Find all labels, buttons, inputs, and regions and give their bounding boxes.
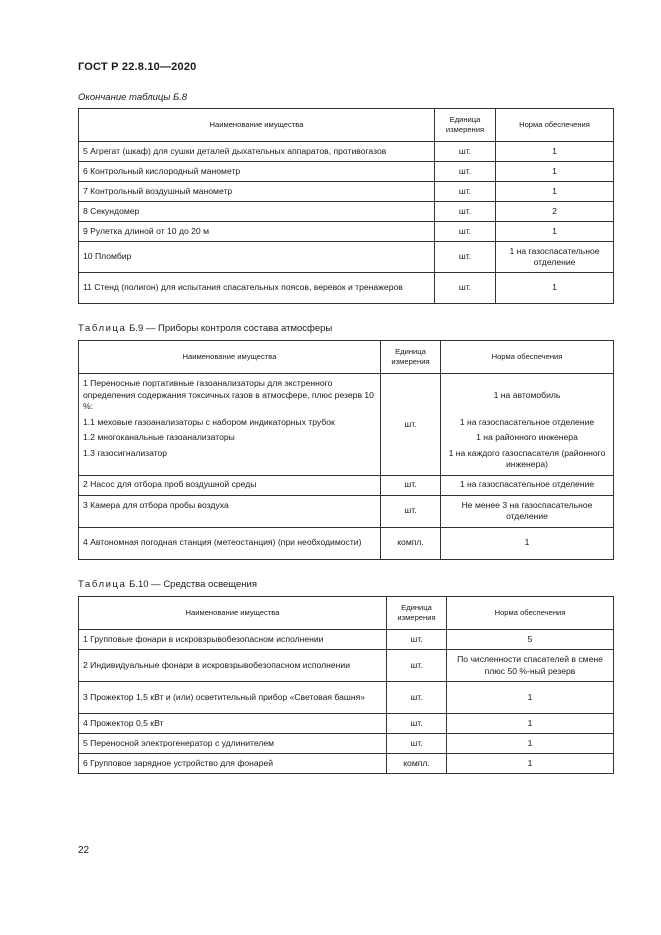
caption-text: Б.9 — Приборы контроля состава атмосферы [129, 323, 333, 334]
table-row [79, 222, 614, 242]
table-b9-caption [78, 323, 332, 334]
cell-name: 4 Прожектор 0,5 кВт [79, 714, 387, 734]
table-b8-caption: Окончание таблицы Б.8 [78, 92, 188, 103]
table-row [79, 182, 614, 202]
cell-unit: шт. [387, 630, 447, 650]
cell-name: 6 Контрольный кислородный манометр [79, 162, 435, 182]
header-name: Наименование имущества [79, 109, 435, 142]
header-norm: Норма обеспечения [496, 109, 614, 142]
item-line: 1.1 меховые газоанализаторы с набором индикаторных трубок [83, 416, 335, 427]
cell-norm: 1 [496, 273, 614, 304]
item-line: 1 Переносные портативные газоанализаторы для экстренного определения содержания токсичных газов в атмосфере, плюс резерв 10 %: [83, 378, 374, 411]
cell-name: 2 Насос для отбора проб воздушной среды [79, 475, 381, 495]
cell-unit: шт. [435, 242, 496, 273]
norm-line: 1 на районного инженера [476, 432, 578, 442]
table-row [79, 734, 614, 754]
table-row [79, 714, 614, 734]
table-row [79, 162, 614, 182]
cell-unit: шт. [435, 162, 496, 182]
cell-unit: шт. [387, 682, 447, 714]
caption-label: Таблица [78, 323, 127, 334]
table-b10-caption [78, 579, 257, 590]
table-row [79, 475, 614, 495]
cell-unit: шт. [387, 714, 447, 734]
cell-norm: Не менее 3 на газоспасательное отделение [441, 495, 614, 527]
cell-norm: 1 [441, 527, 614, 559]
cell-name: 4 Автономная погодная станция (метеостанция) (при необходимости) [79, 527, 381, 559]
cell-unit: шт. [381, 495, 441, 527]
table-row [79, 527, 614, 559]
caption-label: Таблица [78, 579, 127, 590]
cell-unit: компл. [381, 527, 441, 559]
cell-norm: 1 [447, 754, 614, 774]
cell-name: 8 Секундомер [79, 202, 435, 222]
cell-name: 5 Переносной электрогенератор с удлинителем [79, 734, 387, 754]
cell-name [79, 374, 381, 476]
cell-norm: 1 [496, 162, 614, 182]
table-b10 [78, 596, 614, 774]
cell-norm: 1 [447, 682, 614, 714]
caption-text: Б.10 — Средства освещения [129, 579, 257, 590]
header-unit: Единица измерения [387, 597, 447, 630]
table-row [79, 242, 614, 273]
header-norm: Норма обеспечения [447, 597, 614, 630]
cell-norm: 1 [447, 734, 614, 754]
table-b9 [78, 340, 614, 560]
cell-unit: шт. [435, 142, 496, 162]
cell-name: 3 Прожектор 1,5 кВт и (или) осветительный прибор «Световая башня» [79, 682, 387, 714]
cell-norm: По численности спасателей в смене плюс 50 %-ный резерв [447, 650, 614, 682]
item-line: 1.2 многоканальные газоанализаторы [83, 432, 235, 442]
cell-unit: шт. [387, 734, 447, 754]
norm-line: 1 на газоспасательное отделение [459, 416, 595, 427]
cell-norm: 2 [496, 202, 614, 222]
table-header-row [79, 597, 614, 630]
item-line: 1.3 газосигнализатор [83, 447, 168, 458]
cell-norm: 5 [447, 630, 614, 650]
cell-name: 9 Рулетка длиной от 10 до 20 м [79, 222, 435, 242]
cell-norm: 1 [496, 182, 614, 202]
header-norm: Норма обеспечения [441, 341, 614, 374]
table-header-row [79, 109, 614, 142]
cell-unit: компл. [387, 754, 447, 774]
cell-unit: шт. [381, 374, 441, 476]
cell-norm: 1 [496, 142, 614, 162]
cell-unit: шт. [435, 222, 496, 242]
cell-norm: 1 на газоспасательное отделение [496, 242, 614, 273]
header-unit: Единица измерения [435, 109, 496, 142]
cell-unit: шт. [435, 182, 496, 202]
header-name: Наименование имущества [79, 597, 387, 630]
cell-norm: 1 [447, 714, 614, 734]
norm-line: 1 на каждого газоспасателя (районного инженера) [448, 447, 606, 469]
table-row [79, 495, 614, 527]
cell-unit: шт. [435, 202, 496, 222]
cell-unit: шт. [387, 650, 447, 682]
table-header-row [79, 341, 614, 374]
cell-name: 2 Индивидуальные фонари в искровзрывобезопасном исполнении [79, 650, 387, 682]
table-b8 [78, 108, 614, 304]
cell-unit: шт. [381, 475, 441, 495]
cell-name: 1 Групповые фонари в искровзрывобезопасном исполнении [79, 630, 387, 650]
table-row [79, 273, 614, 304]
page-number: 22 [78, 845, 90, 856]
cell-unit: шт. [435, 273, 496, 304]
cell-name: 7 Контрольный воздушный манометр [79, 182, 435, 202]
cell-name: 11 Стенд (полигон) для испытания спасательных поясов, веревок и тренажеров [79, 273, 435, 304]
cell-name: 6 Групповое зарядное устройство для фонарей [79, 754, 387, 774]
cell-norm: 1 [496, 222, 614, 242]
table-row [79, 630, 614, 650]
document-code: ГОСТ Р 22.8.10—2020 [78, 61, 197, 73]
table-row [79, 754, 614, 774]
table-row [79, 202, 614, 222]
cell-norm [441, 374, 614, 476]
cell-name: 5 Агрегат (шкаф) для сушки деталей дыхательных аппаратов, противогазов [79, 142, 435, 162]
cell-name: 3 Камера для отбора пробы воздуха [79, 495, 381, 527]
header-unit: Единица измерения [381, 341, 441, 374]
norm-line: 1 на автомобиль [493, 389, 561, 400]
table-row [79, 650, 614, 682]
table-row [79, 682, 614, 714]
cell-name: 10 Пломбир [79, 242, 435, 273]
header-name: Наименование имущества [79, 341, 381, 374]
cell-norm: 1 на газоспасательное отделение [441, 475, 614, 495]
table-row [79, 142, 614, 162]
table-row [79, 374, 614, 476]
